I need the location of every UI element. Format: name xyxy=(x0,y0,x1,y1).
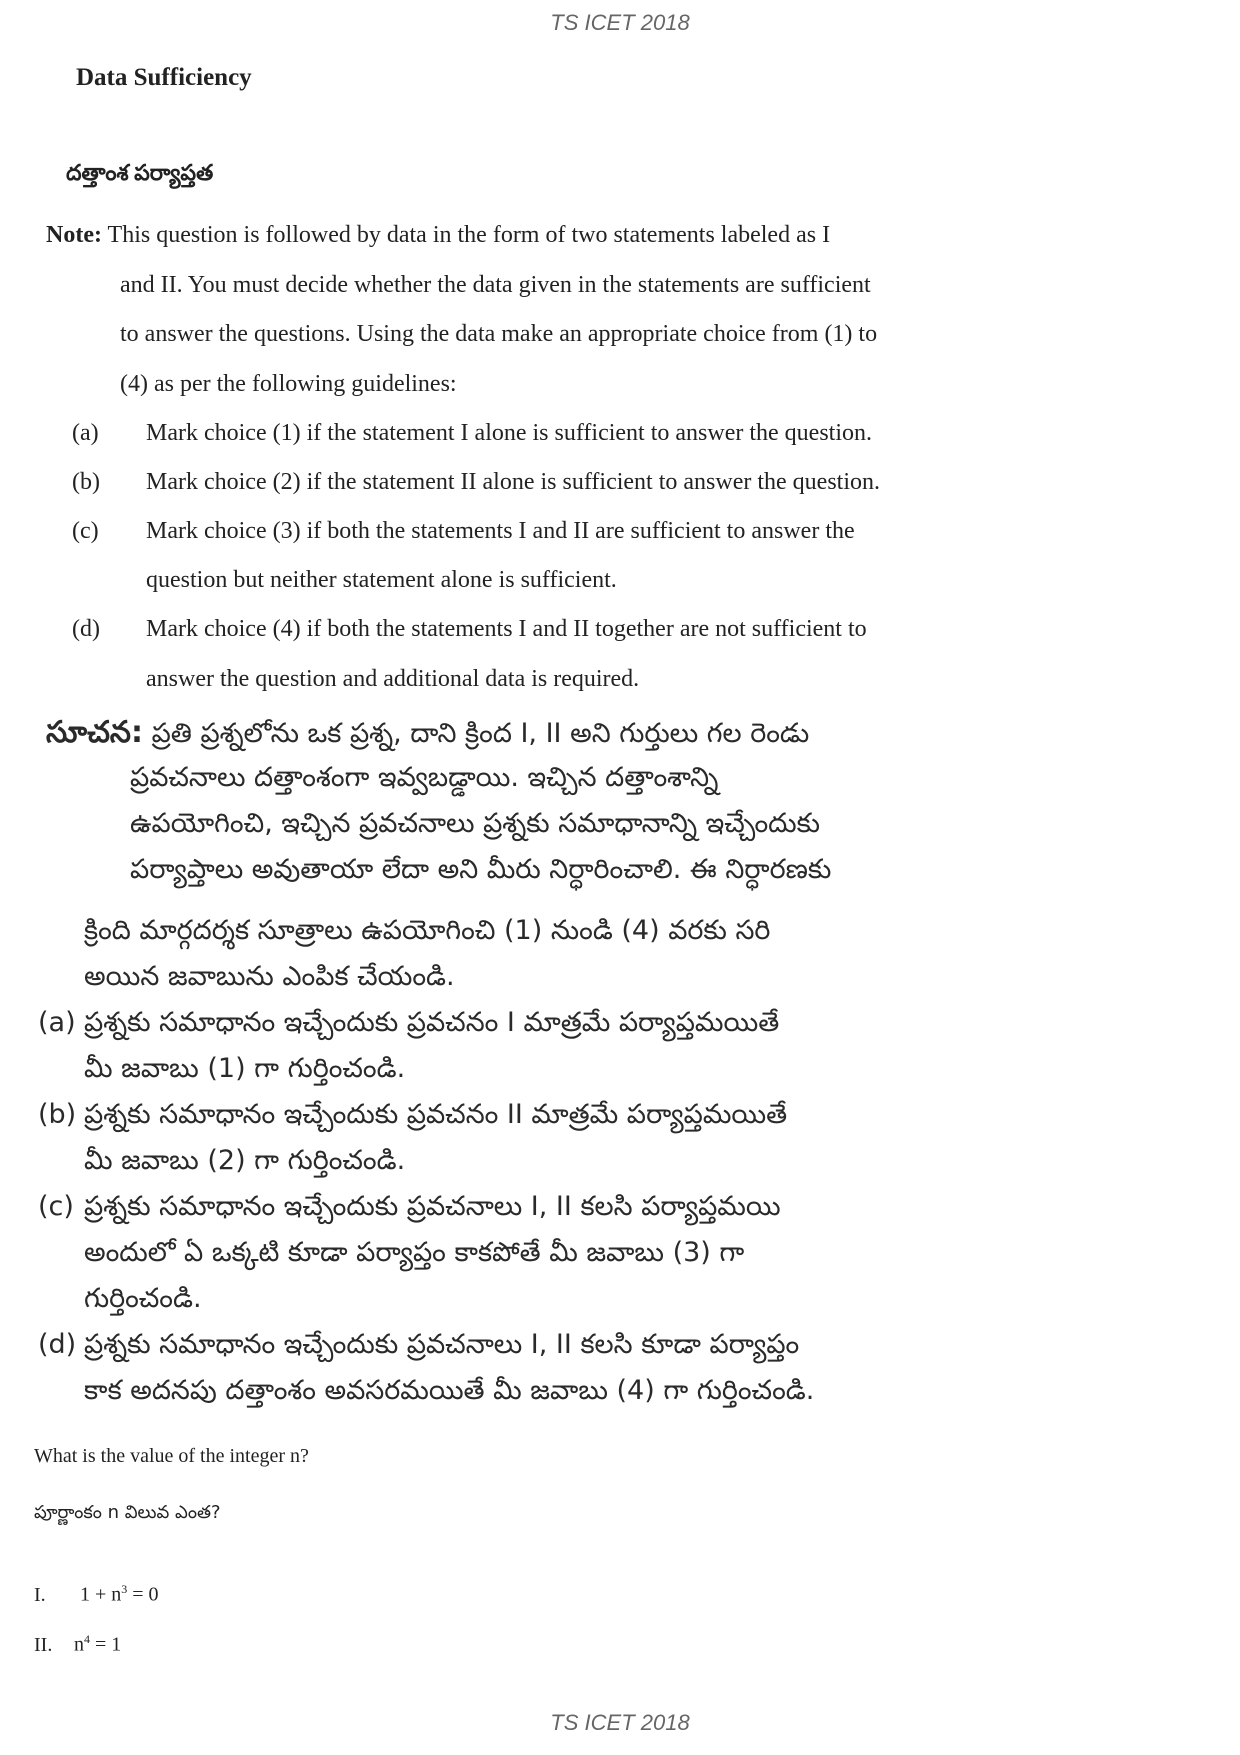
suchana-option-c-marker: (c) xyxy=(38,1191,74,1222)
note-label: Note: xyxy=(46,222,102,248)
statement-2-lhs: n xyxy=(74,1633,84,1656)
suchana-option-a-marker: (a) xyxy=(38,1007,76,1038)
statement-1-marker: I. xyxy=(34,1583,46,1606)
question-text: What is the value of the integer n? xyxy=(34,1445,309,1467)
suchana-line-4: పర్యాప్తాలు అవుతాయా లేదా అని మీరు నిర్ధారించాలి. ఈ నిర్ధారణకు xyxy=(130,854,832,885)
note-line-4: (4) as per the following guidelines: xyxy=(120,371,457,397)
section-title: Data Sufficiency xyxy=(76,64,252,91)
statement-2-exponent: 4 xyxy=(84,1632,90,1646)
statement-1-lhs: 1 + n xyxy=(80,1583,122,1606)
statement-1-rhs: = 0 xyxy=(127,1583,159,1606)
suchana-option-c-text-1: ప్రశ్నకు సమాధానం ఇచ్చేందుకు ప్రవచనాలు I, II కలసి పర్యాప్తమయి xyxy=(84,1191,781,1222)
question-text-telugu: పూర్ణాంకం n విలువ ఎంత? xyxy=(34,1502,221,1523)
note-line-3: to answer the questions. Using the data make an appropriate choice from (1) to xyxy=(120,321,878,347)
option-d-text-1: Mark choice (4) if both the statements I and II together are not sufficient to xyxy=(146,616,867,642)
suchana-option-d-marker: (d) xyxy=(38,1329,77,1360)
suchana-option-b-text-1: ప్రశ్నకు సమాధానం ఇచ్చేందుకు ప్రవచనం II మాత్రమే పర్యాప్తమయితే xyxy=(84,1099,788,1130)
suchana-line-3: ఉపయోగించి, ఇచ్చిన ప్రవచనాలు ప్రశ్నకు సమాధానాన్ని ఇచ్చేందుకు xyxy=(130,808,821,839)
suchana-option-c-text-3: గుర్తించండి. xyxy=(84,1283,202,1314)
suchana-option-b-marker: (b) xyxy=(38,1099,77,1130)
note-text: This question is followed by data in the form of two statements labeled as I xyxy=(107,222,831,248)
suchana-option-a-text-1: ప్రశ్నకు సమాధానం ఇచ్చేందుకు ప్రవచనం I మాత్రమే పర్యాప్తమయితే xyxy=(84,1007,780,1038)
suchana-continuation-1: క్రింది మార్గదర్శక సూత్రాలు ఉపయోగించి (1) నుండి (4) వరకు సరి xyxy=(84,915,771,946)
option-b-text: Mark choice (2) if the statement II alone is sufficient to answer the question. xyxy=(146,469,880,495)
note-line-1 xyxy=(46,222,830,249)
option-c-text-2: question but neither statement alone is sufficient. xyxy=(146,567,617,593)
suchana-option-c-text-2: అందులో ఏ ఒక్కటి కూడా పర్యాప్తం కాకపోతే మీ జవాబు (3) గా xyxy=(84,1237,745,1268)
statement-1-exponent: 3 xyxy=(121,1582,128,1596)
suchana-option-d-text-2: కాక అదనపు దత్తాంశం అవసరమయితే మీ జవాబు (4) గా గుర్తించండి. xyxy=(84,1375,815,1406)
option-c-marker: (c) xyxy=(72,518,99,544)
statement-1 xyxy=(34,1582,159,1607)
option-b-marker: (b) xyxy=(72,469,100,495)
suchana-line-2: ప్రవచనాలు దత్తాంశంగా ఇవ్వబడ్డాయి. ఇచ్చిన దత్తాంశాన్ని xyxy=(130,762,719,793)
note-line-2: and II. You must decide whether the data given in the statements are sufficient xyxy=(120,272,871,298)
option-d-marker: (d) xyxy=(72,616,100,642)
statement-2 xyxy=(34,1632,121,1657)
suchana-continuation-2: అయిన జవాబును ఎంపిక చేయండి. xyxy=(84,961,455,992)
suchana-text: ప్రతి ప్రశ్నలోను ఒక ప్రశ్న, దాని క్రింద I, II అని గుర్తులు గల రెండు xyxy=(151,718,810,749)
option-a-text: Mark choice (1) if the statement I alone is sufficient to answer the question. xyxy=(146,420,872,446)
suchana-label: సూచన: xyxy=(46,715,143,750)
suchana-line-1 xyxy=(46,715,809,757)
option-c-text-1: Mark choice (3) if both the statements I and II are sufficient to answer the xyxy=(146,518,855,544)
option-a-marker: (a) xyxy=(72,420,99,446)
option-d-text-2: answer the question and additional data is required. xyxy=(146,666,640,692)
statement-2-rhs: = 1 xyxy=(90,1633,122,1656)
section-title-telugu: దత్తాంశ పర్యాప్తత xyxy=(66,160,214,185)
page-header: TS ICET 2018 xyxy=(550,10,690,35)
page-footer: TS ICET 2018 xyxy=(550,1710,690,1735)
suchana-option-b-text-2: మీ జవాబు (2) గా గుర్తించండి. xyxy=(84,1145,406,1176)
suchana-option-d-text-1: ప్రశ్నకు సమాధానం ఇచ్చేందుకు ప్రవచనాలు I, II కలసి కూడా పర్యాప్తం xyxy=(84,1329,800,1360)
statement-2-marker: II. xyxy=(34,1633,53,1656)
suchana-option-a-text-2: మీ జవాబు (1) గా గుర్తించండి. xyxy=(84,1053,406,1084)
